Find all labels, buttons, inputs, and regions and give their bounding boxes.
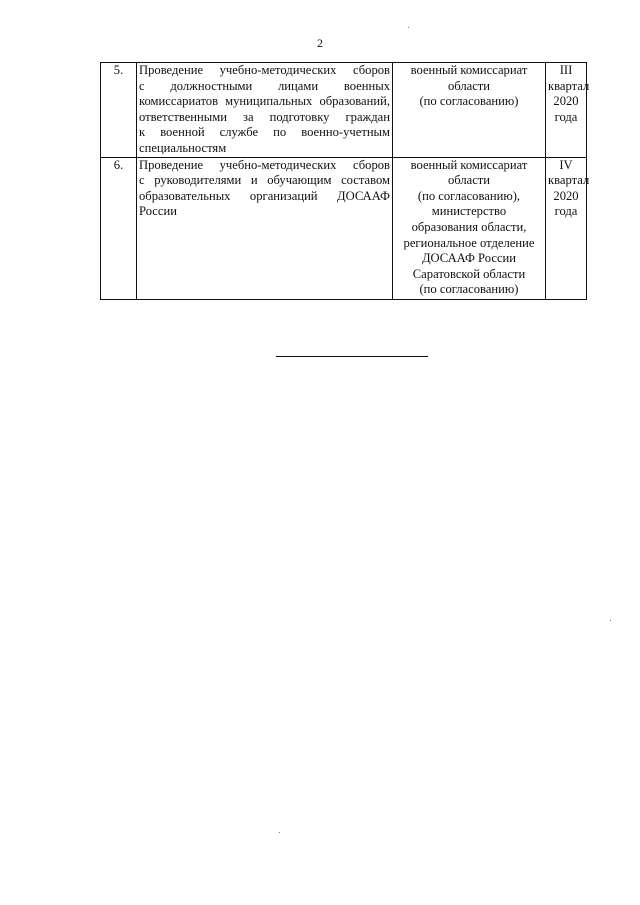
responsible-line: региональное отделение: [403, 235, 535, 250]
end-of-document-rule: [276, 356, 428, 357]
responsible-line: области: [447, 173, 491, 188]
responsible-line: области: [447, 78, 491, 93]
responsible-line: военный комиссариат: [410, 157, 528, 172]
event-line: Проведение учебно-методических сборов: [139, 63, 390, 77]
deadline: [546, 63, 590, 158]
responsible-line: (по согласованию): [419, 94, 519, 109]
responsible-line: (по согласованию): [419, 282, 519, 297]
scan-speck: [279, 832, 280, 833]
deadline-line: III квартал: [548, 63, 590, 93]
event-line: специальностям: [139, 140, 227, 155]
row-number: 5.: [101, 63, 137, 158]
page-number: 2: [317, 36, 323, 50]
responsible-party: [393, 63, 546, 158]
event-line: России: [139, 204, 177, 219]
scan-speck: [610, 620, 611, 621]
event-line: комиссариатов муниципальных образований,: [139, 94, 390, 109]
scan-speck: [408, 27, 409, 28]
table-row: [101, 157, 587, 299]
event-line: с должностными лицами военных: [139, 78, 390, 93]
deadline-line: 2020 года: [553, 188, 579, 219]
responsible-line: министерство: [431, 204, 507, 219]
event-line: ответственными за подготовку граждан: [139, 109, 390, 124]
responsible-party: [393, 157, 546, 299]
event-line: образовательных организаций ДОСААФ: [139, 188, 390, 203]
responsible-line: Саратовской области: [412, 266, 526, 281]
event-line: с руководителями и обучающим составом: [139, 173, 390, 188]
responsible-line: (по согласованию),: [417, 188, 521, 203]
events-table: [100, 62, 590, 300]
event-line: к военной службе по военно-учетным: [139, 125, 390, 140]
responsible-line: образования области,: [411, 219, 527, 234]
event-description: [137, 157, 393, 299]
event-description: [137, 63, 393, 158]
deadline: [546, 157, 590, 299]
row-number: 6.: [101, 157, 137, 299]
deadline-line: IV квартал: [548, 157, 590, 188]
responsible-line: ДОСААФ России: [421, 251, 517, 266]
table-row: [101, 63, 587, 158]
event-line: Проведение учебно-методических сборов: [139, 157, 390, 172]
responsible-line: военный комиссариат: [410, 63, 528, 77]
deadline-line: 2020 года: [553, 94, 579, 124]
